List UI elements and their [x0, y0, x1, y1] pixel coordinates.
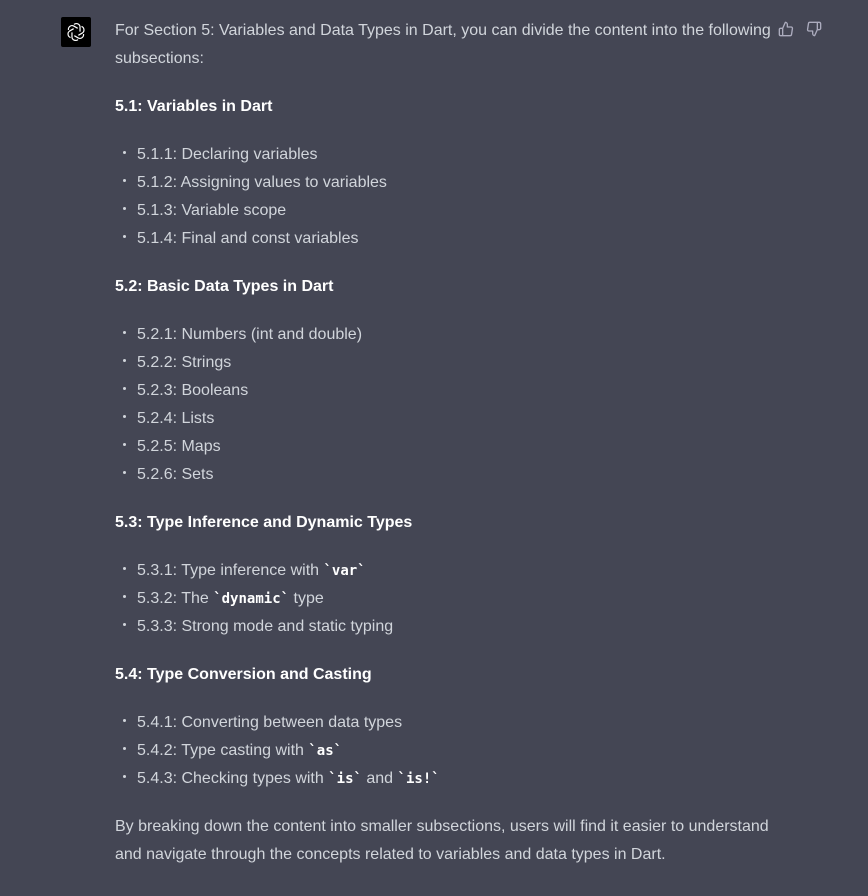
inline-code: `var` — [323, 563, 366, 579]
feedback-buttons — [778, 20, 822, 38]
list-item-text: type — [289, 590, 324, 607]
section-heading: 5.4: Type Conversion and Casting — [115, 666, 372, 683]
thumbs-down-icon — [806, 21, 822, 37]
assistant-message — [115, 17, 775, 869]
list-item-text: and — [361, 770, 398, 787]
list-item-text: 5.1.4: Final and const variables — [137, 230, 359, 247]
list-item-text: 5.2.6: Sets — [137, 466, 214, 483]
list-item-text: 5.4.2: Type casting with — [137, 742, 309, 759]
list-item-text: 5.2.1: Numbers (int and double) — [137, 326, 363, 343]
list-item-text: 5.4.3: Checking types with — [137, 770, 329, 787]
section-heading: 5.2: Basic Data Types in Dart — [115, 278, 334, 295]
message-intro: For Section 5: Variables and Data Types in Dart, you can divide the content into the following subsections: — [115, 22, 771, 67]
thumbs-up-icon — [778, 21, 794, 37]
assistant-avatar — [61, 17, 91, 47]
inline-code: `dynamic` — [213, 591, 290, 607]
subsection-list — [115, 557, 775, 641]
inline-code: `as` — [308, 743, 343, 759]
list-item-text: 5.2.5: Maps — [137, 438, 221, 455]
list-item — [115, 197, 775, 225]
list-item-text: 5.1.2: Assigning values to variables — [137, 174, 387, 191]
list-item-text: 5.2.4: Lists — [137, 410, 215, 427]
section-heading: 5.3: Type Inference and Dynamic Types — [115, 514, 413, 531]
list-item-text: 5.3.3: Strong mode and static typing — [137, 618, 394, 635]
thumbs-up-button[interactable] — [778, 20, 794, 38]
list-item — [115, 169, 775, 197]
list-item — [115, 141, 775, 169]
list-item — [115, 613, 775, 641]
openai-logo-icon — [65, 21, 87, 43]
subsection-list — [115, 709, 775, 793]
list-item — [115, 321, 775, 349]
subsection-list — [115, 321, 775, 489]
list-item-text: 5.2.2: Strings — [137, 354, 232, 371]
list-item — [115, 461, 775, 489]
inline-code: `is!` — [397, 771, 440, 787]
list-item — [115, 737, 775, 765]
message-outro: By breaking down the content into smaller subsections, users will find it easier to understand and navigate through the concepts related to variables and data types in Dart. — [115, 818, 769, 863]
section-heading: 5.1: Variables in Dart — [115, 98, 273, 115]
list-item — [115, 433, 775, 461]
list-item-text: 5.3.2: The — [137, 590, 214, 607]
list-item — [115, 349, 775, 377]
list-item — [115, 225, 775, 253]
list-item-text: 5.1.1: Declaring variables — [137, 146, 318, 163]
list-item — [115, 405, 775, 433]
list-item-text: 5.4.1: Converting between data types — [137, 714, 403, 731]
list-item — [115, 765, 775, 793]
list-item-text: 5.1.3: Variable scope — [137, 202, 287, 219]
list-item-text: 5.3.1: Type inference with — [137, 562, 324, 579]
subsection-list — [115, 141, 775, 253]
subsections-list — [115, 93, 775, 793]
list-item-text: 5.2.3: Booleans — [137, 382, 249, 399]
list-item — [115, 557, 775, 585]
inline-code: `is` — [328, 771, 362, 787]
thumbs-down-button[interactable] — [806, 20, 822, 38]
list-item — [115, 377, 775, 405]
list-item — [115, 585, 775, 613]
list-item — [115, 709, 775, 737]
